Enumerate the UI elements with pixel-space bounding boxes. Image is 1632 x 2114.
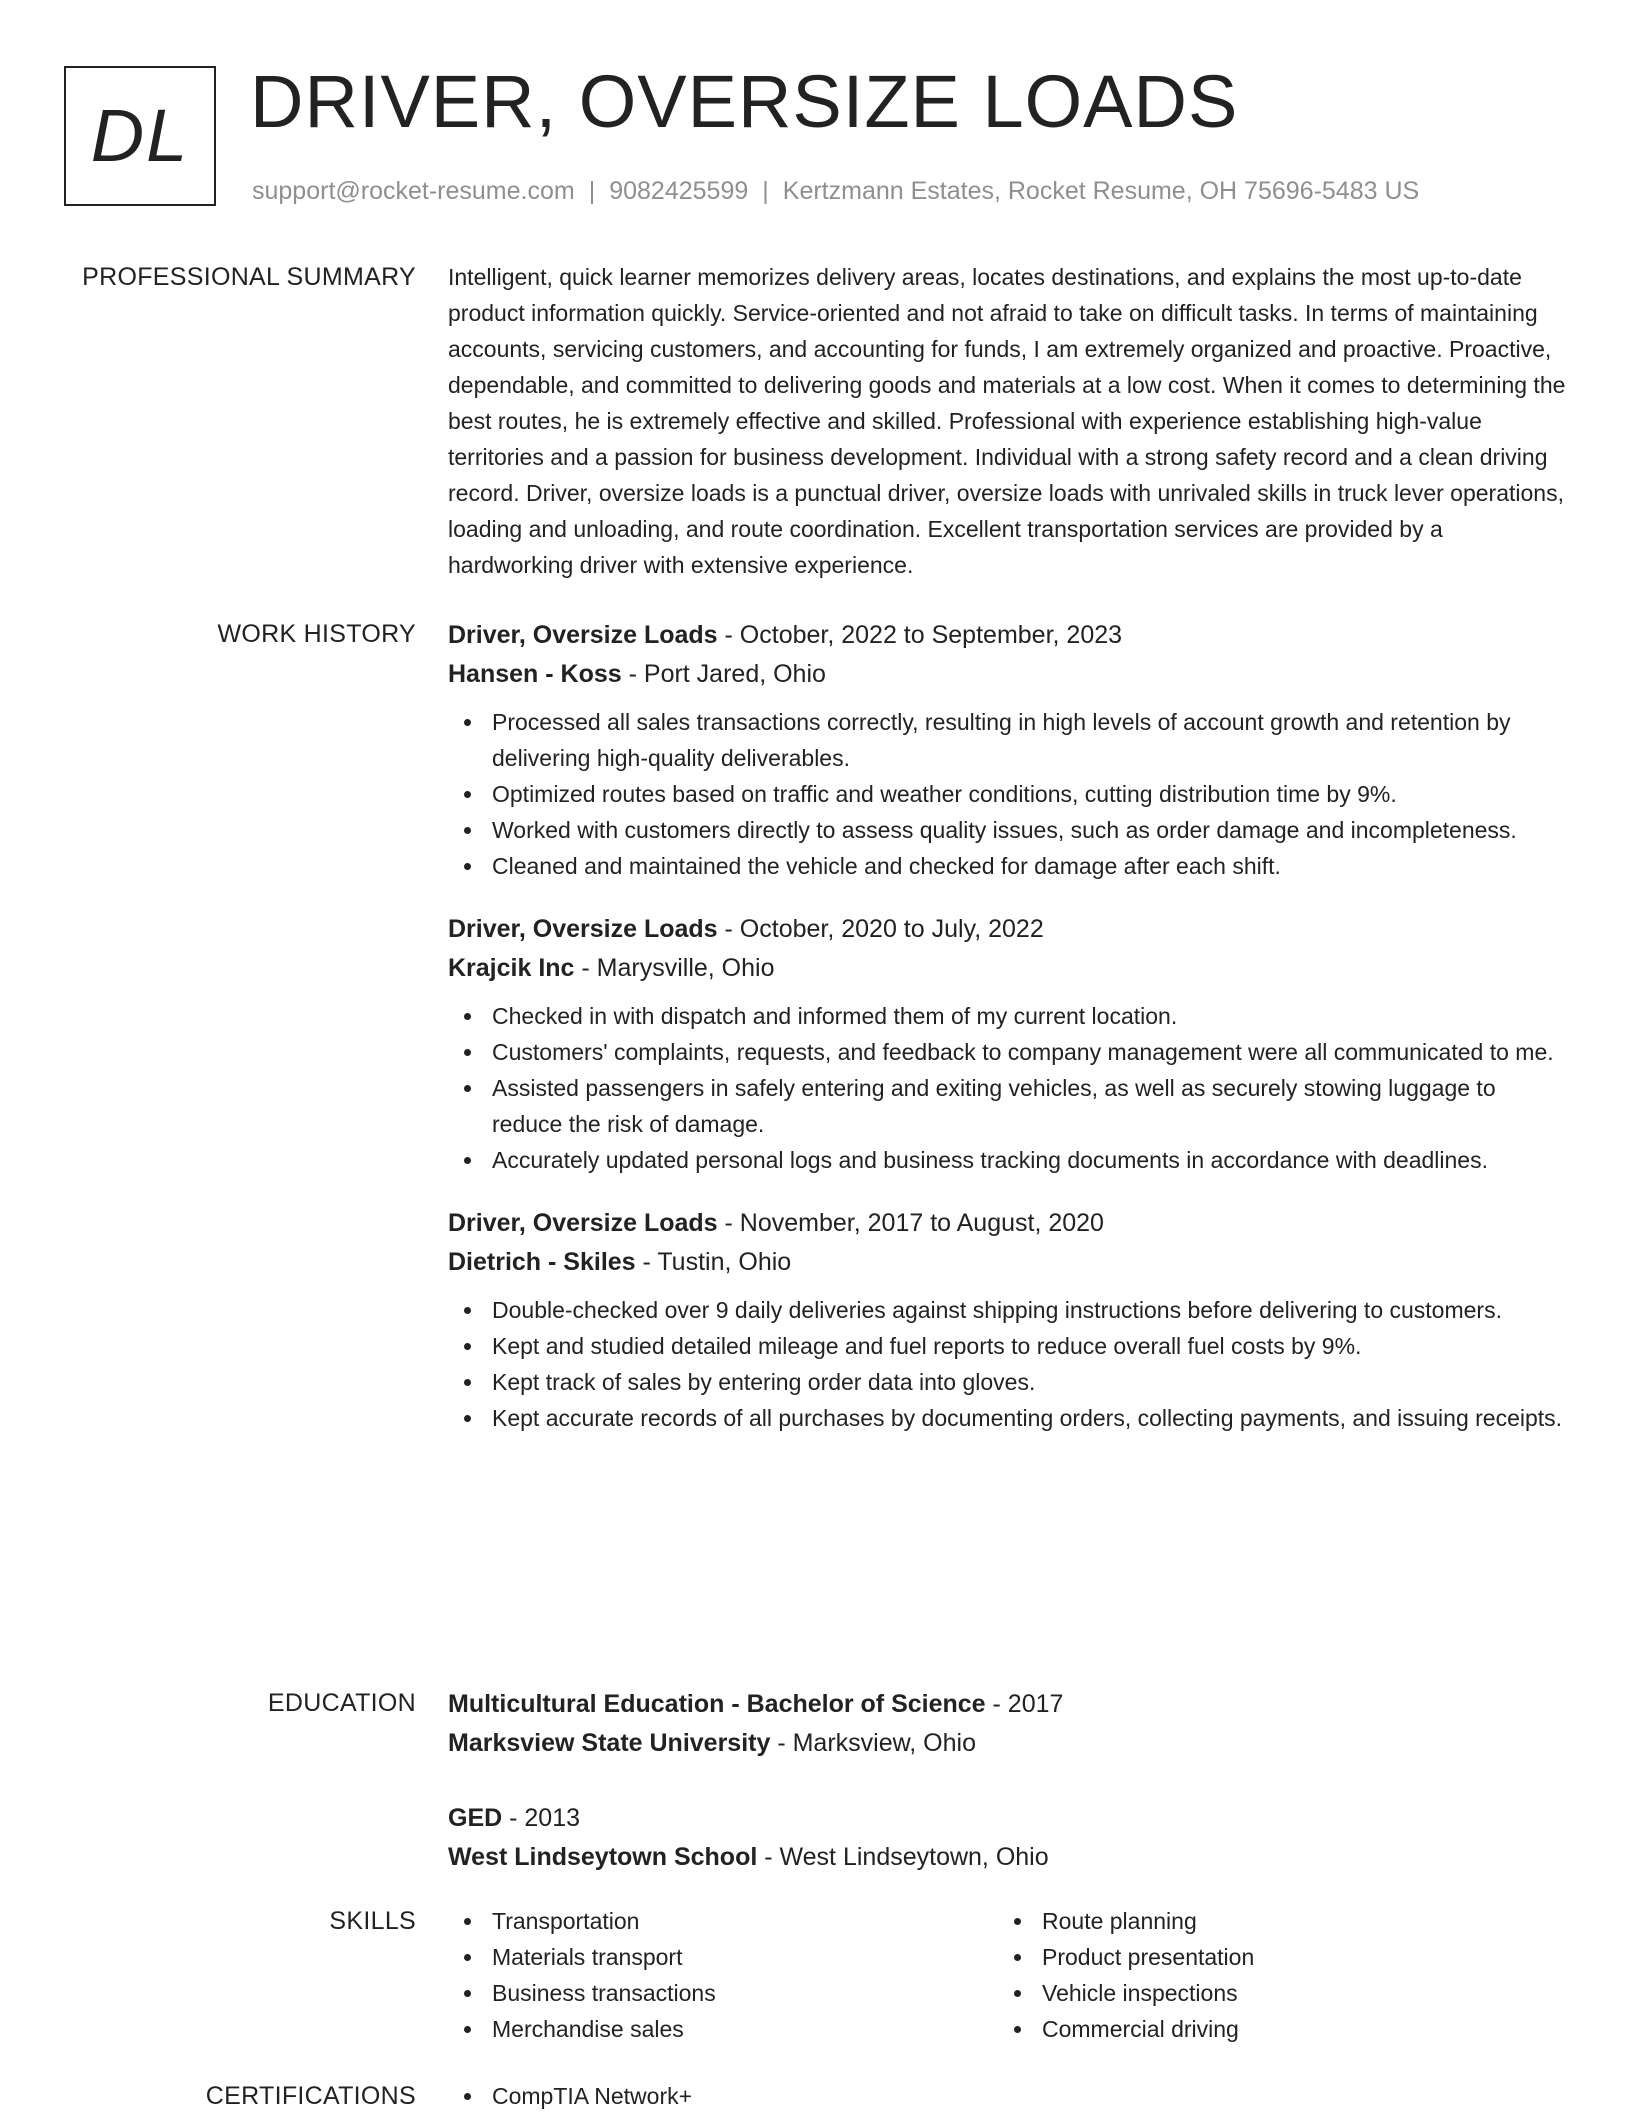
skill-item: Merchandise sales (448, 2011, 998, 2047)
job-entry (448, 1204, 1568, 1436)
job-bullet: Processed all sales transactions correctly, resulting in high levels of account growth and retention by delivering high-quality deliverables. (448, 704, 1568, 776)
section-label: CERTIFICATIONS (205, 2082, 416, 2110)
contact-separator: | (588, 177, 596, 205)
job-dates: - November, 2017 to August, 2020 (717, 1209, 1104, 1237)
job-company: Dietrich - Skiles (448, 1248, 636, 1276)
job-title: Driver, Oversize Loads (448, 621, 718, 649)
section-body (448, 616, 1568, 1462)
job-company-line (448, 949, 1568, 988)
section-body (448, 1685, 1568, 1913)
contact-address: Kertzmann Estates, Rocket Resume, OH 75696-5483 US (782, 177, 1420, 205)
job-location: - Port Jared, Ohio (621, 660, 826, 688)
section-body (448, 259, 1568, 583)
job-company-line (448, 1243, 1568, 1282)
job-bullet: Cleaned and maintained the vehicle and checked for damage after each shift. (448, 848, 1568, 884)
job-entry (448, 616, 1568, 884)
job-bullet: Optimized routes based on traffic and weather conditions, cutting distribution time by 9%. (448, 776, 1568, 812)
job-company-line (448, 655, 1568, 694)
monogram-box (64, 66, 216, 206)
section-body (448, 2078, 1568, 2114)
skill-item: Business transactions (448, 1975, 998, 2011)
job-bullet: Kept track of sales by entering order data into gloves. (448, 1364, 1568, 1400)
skills-column-left (448, 1903, 998, 2047)
job-company: Krajcik Inc (448, 954, 575, 982)
job-bullet: Kept and studied detailed mileage and fuel reports to reduce overall fuel costs by 9%. (448, 1328, 1568, 1364)
education-degree-line (448, 1799, 1568, 1838)
skill-item: Commercial driving (998, 2011, 1548, 2047)
education-location: - Marksview, Ohio (770, 1729, 976, 1757)
candidate-name: DRIVER, OVERSIZE LOADS (250, 60, 1239, 143)
education-school: West Lindseytown School (448, 1843, 758, 1871)
job-bullet: Kept accurate records of all purchases by documenting orders, collecting payments, and issuing receipts. (448, 1400, 1568, 1436)
skill-item: Route planning (998, 1903, 1548, 1939)
education-year: - 2017 (985, 1690, 1064, 1718)
section-label: WORK HISTORY (217, 620, 416, 648)
job-dates: - October, 2022 to September, 2023 (717, 621, 1123, 649)
skill-item: Product presentation (998, 1939, 1548, 1975)
section-body (448, 1903, 1568, 2047)
education-degree: Multicultural Education - Bachelor of Science (448, 1690, 986, 1718)
education-year: - 2013 (502, 1804, 581, 1832)
education-school: Marksview State University (448, 1729, 771, 1757)
job-title: Driver, Oversize Loads (448, 915, 718, 943)
job-entry (448, 910, 1568, 1178)
job-bullet: Worked with customers directly to assess quality issues, such as order damage and incompleteness. (448, 812, 1568, 848)
section-label: SKILLS (329, 1907, 416, 1935)
contact-email[interactable]: support@rocket-resume.com (252, 177, 575, 205)
skills-grid (448, 1903, 1568, 2047)
education-degree: GED (448, 1804, 503, 1832)
skill-item: Materials transport (448, 1939, 998, 1975)
certification-item: CompTIA Network+ (448, 2078, 1568, 2114)
education-location: - West Lindseytown, Ohio (757, 1843, 1049, 1871)
skill-item: Vehicle inspections (998, 1975, 1548, 2011)
education-degree-line (448, 1685, 1568, 1724)
section-label: PROFESSIONAL SUMMARY (82, 263, 416, 291)
job-title-line (448, 616, 1568, 655)
job-bullet: Accurately updated personal logs and business tracking documents in accordance with deadlines. (448, 1142, 1568, 1178)
job-bullet: Double-checked over 9 daily deliveries against shipping instructions before delivering to customers. (448, 1292, 1568, 1328)
job-dates: - October, 2020 to July, 2022 (717, 915, 1044, 943)
job-location: - Marysville, Ohio (574, 954, 775, 982)
contact-separator: | (762, 177, 769, 205)
contact-phone[interactable]: 9082425599 (609, 177, 749, 205)
education-entry (448, 1799, 1568, 1877)
summary-text: Intelligent, quick learner memorizes delivery areas, locates destinations, and explains the most up-to-date product information quickly. Service-oriented and not afraid to take on difficult tasks. In terms of maintaining accounts, servicing customers, and accounting for funds, I am extremely organized and proactive. Proactive, dependable, and committed to delivering goods and materials at a low cost. When it comes to determining the best routes, he is extremely effective and skilled. Professional with experience establishing high-value territories and a passion for business development. Individual with a strong safety record and a clean driving record. Driver, oversize loads is a punctual driver, oversize loads with unrivaled skills in truck lever operations, loading and unloading, and route coordination. Excellent transportation services are provided by a hardworking driver with extensive experience. (448, 264, 1566, 578)
job-bullet: Customers' complaints, requests, and feedback to company management were all communicated to me. (448, 1034, 1568, 1070)
job-company: Hansen - Koss (448, 660, 622, 688)
job-title-line (448, 910, 1568, 949)
certifications-list (448, 2078, 1568, 2114)
job-bullet: Assisted passengers in safely entering and exiting vehicles, as well as securely stowing luggage to reduce the risk of damage. (448, 1070, 1568, 1142)
job-location: - Tustin, Ohio (635, 1248, 792, 1276)
section-label: EDUCATION (267, 1689, 416, 1717)
contact-line (252, 174, 1419, 208)
skills-column-right (998, 1903, 1548, 2047)
education-entry (448, 1685, 1568, 1763)
education-school-line (448, 1724, 1568, 1763)
job-title-line (448, 1204, 1568, 1243)
skill-item: Transportation (448, 1903, 998, 1939)
education-school-line (448, 1838, 1568, 1877)
monogram-initials: DL (90, 94, 190, 177)
job-bullets (448, 1292, 1568, 1436)
job-bullets (448, 998, 1568, 1178)
job-bullets (448, 704, 1568, 884)
job-title: Driver, Oversize Loads (448, 1209, 718, 1237)
job-bullet: Checked in with dispatch and informed them of my current location. (448, 998, 1568, 1034)
